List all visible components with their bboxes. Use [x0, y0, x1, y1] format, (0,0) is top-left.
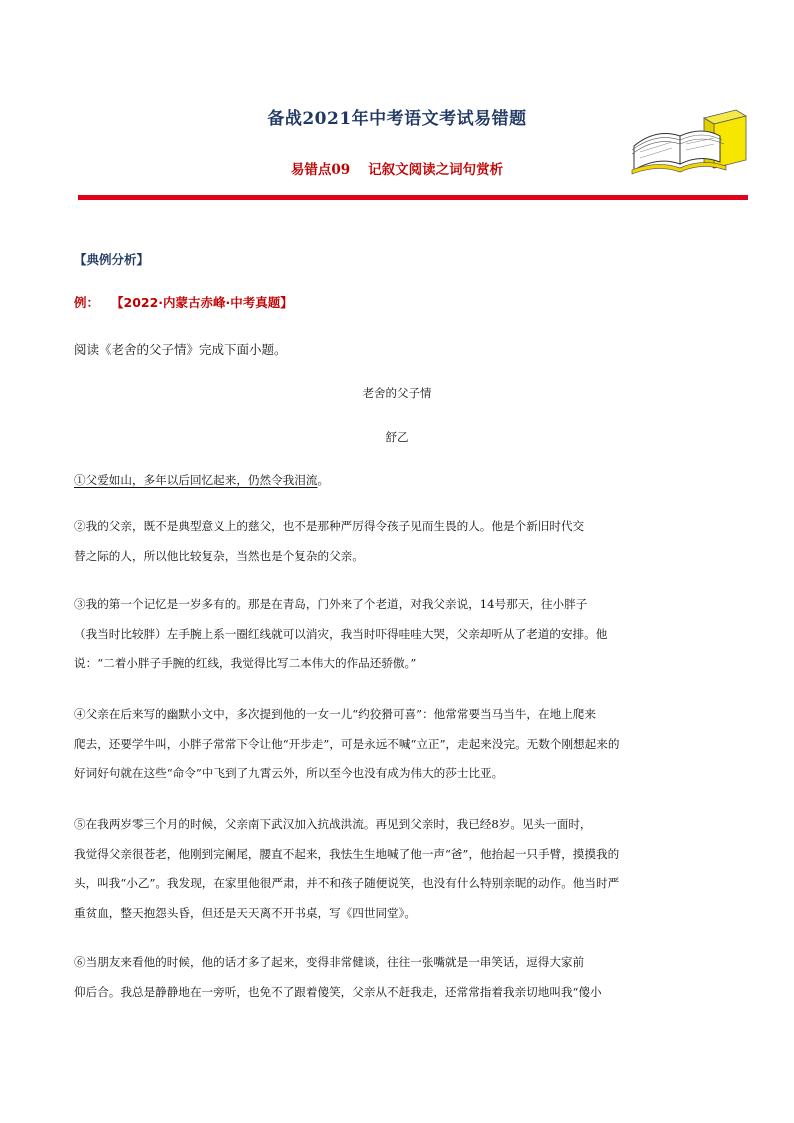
paragraph-1-tail: 。	[317, 473, 330, 487]
example-source: 【2022·内蒙古赤峰·中考真题】	[111, 295, 293, 310]
paragraph-line: ③我的第一个记忆是一岁多有的。那是在青岛，门外来了个老道，对我父亲说，14号那天，往小胖子	[74, 597, 588, 611]
paragraph-line: ⑥当朋友来看他的时候，他的话才多了起来，变得非常健谈，往往一张嘴就是一串笑话，逗得大家前	[74, 955, 585, 969]
paragraph-line: 仰后合。我总是静静地在一旁听，也免不了跟着傻笑，父亲从不赶我走，还常常指着我亲切地叫我“傻小	[74, 984, 602, 999]
paragraph-line: ⑤在我两岁零三个月的时候，父亲南下武汉加入抗战洪流。再见到父亲时，我已经8岁。见头一面时，	[74, 817, 592, 831]
underlined-sentence: ①父爱如山，多年以后回忆起来，仍然令我泪流	[74, 473, 318, 487]
paragraph-line: 头，叫我“小乙”。我发现，在家里他很严肃，并不和孩子随便说笑，也没有什么特别亲昵的动作。他当时严	[74, 876, 620, 890]
paragraph-line: （我当时比较胖）左手腕上系一圈红线就可以消灾，我当时吓得哇哇大哭，父亲却听从了老道的安排。他	[74, 626, 608, 641]
example-prefix: 例：	[74, 295, 100, 310]
page-title: 备战2021年中考语文考试易错题	[267, 109, 527, 129]
paragraph-line: 替之际的人，所以他比较复杂，当然也是个复杂的父亲。	[74, 548, 364, 563]
open-book-icon	[628, 106, 750, 176]
subtitle-code: 易错点09	[290, 162, 351, 178]
paragraph-1	[74, 466, 728, 496]
paragraph-5	[74, 810, 728, 928]
paragraph-2	[74, 512, 728, 571]
paragraph-line: ④父亲在后来写的幽默小文中，多次提到他的一女一儿“约狡猾可喜”：他常常要当马当牛，在地上爬来	[74, 707, 596, 721]
paragraph-line: ②我的父亲，既不是典型意义上的慈父，也不是那种严厉得令孩子见而生畏的人。他是个新旧时代交	[74, 519, 585, 533]
header-divider	[78, 195, 748, 200]
paragraph-line: 好词好句就在这些“命令”中飞到了九霄云外，所以至今也没有成为伟大的莎士比亚。	[74, 766, 504, 780]
reading-intro: 阅读《老舍的父子情》完成下面小题。	[74, 342, 287, 357]
example-source-line	[74, 293, 293, 311]
paragraph-line: 我觉得父亲很苍老，他刚到完阑尾，腰直不起来，我怯生生地喊了他一声“爸”，他抬起一只手臂，摸摸我的	[74, 846, 620, 861]
article-author: 舒乙	[385, 430, 409, 444]
paragraph-3	[74, 590, 728, 679]
paragraph-line: 说：“二着小胖子手腕的红线，我觉得比写二本伟大的作品还骄傲。”	[74, 656, 417, 670]
paragraph-line: 爬去，还要学牛叫，小胖子常常下令让他“开步走”，可是永远不喊“立正”，走起来没完。无数个刚想起来的	[74, 736, 620, 751]
article-title: 老舍的父子情	[362, 386, 432, 400]
section-label: 【典例分析】	[74, 252, 150, 267]
paragraph-line: 重贫血，整天抱怨头昏，但还是天天离不开书桌，写《四世同堂》。	[74, 905, 417, 920]
paragraph-4	[74, 700, 728, 789]
subtitle-topic: 记叙文阅读之词句赏析	[368, 162, 504, 178]
paragraph-6	[74, 948, 728, 1007]
